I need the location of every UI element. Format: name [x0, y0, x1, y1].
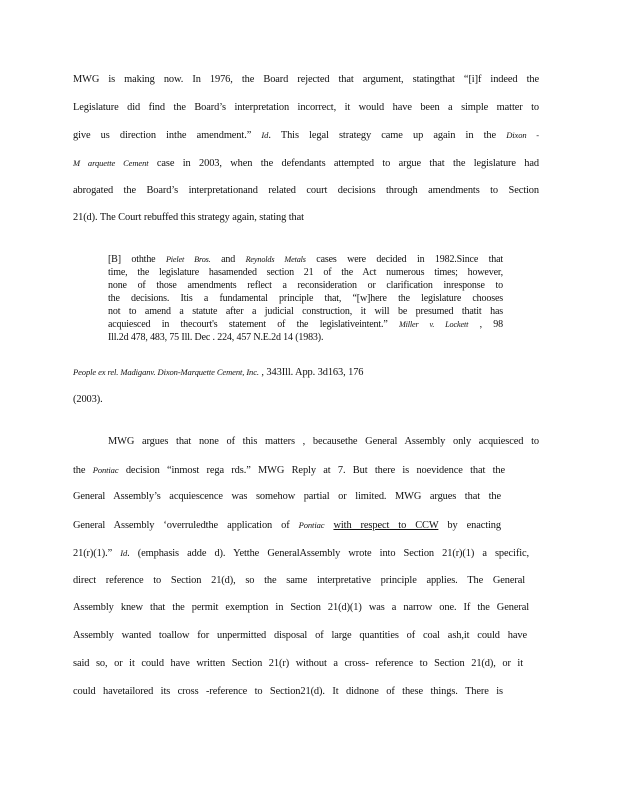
- block-quote-line-1: [108, 254, 503, 267]
- text: . (emphasis adde d). Yetthe GeneralAssembly wrote into Section 21(r)(1) a specific,: [127, 548, 529, 559]
- case-name-italic: People ex rel. Madiganv. Dixon-Marquette Cement, Inc.: [73, 367, 259, 377]
- text: MWG argues that none of this matters , becausethe General Assembly only acquiesced to: [108, 436, 539, 447]
- case-name-italic: Pontiac: [92, 465, 119, 475]
- paragraph-2-line-3: [73, 490, 501, 504]
- paragraph-2-line-4: [73, 518, 501, 533]
- paragraph-2-line-7: [73, 601, 529, 615]
- text: abrogated the Board’s interpretationand related court decisions through amendments to Section: [73, 185, 539, 196]
- text: MWG is making now. In 1976, the Board rejected that argument, statingthat “[i]f indeed the: [73, 74, 539, 85]
- text: 21(d). The Court rebuffed this strategy again, stating that: [73, 212, 304, 223]
- case-name-italic: M arquette Cement: [73, 158, 149, 168]
- paragraph-1-line-2: [73, 101, 539, 115]
- text: [B] oththe: [108, 254, 166, 265]
- text: Assembly wanted toallow for unpermitted disposal of large quantities of coal ash,it could have: [73, 630, 527, 641]
- text: direct reference to Section 21(d), so the same interpretative principle applies. The General: [73, 575, 525, 586]
- paragraph-2-line-10: [73, 685, 503, 699]
- underlined-text: with respect to CCW: [333, 520, 439, 531]
- text: could havetailored its cross -reference to Section21(d). It didnone of these things. There is: [73, 686, 503, 697]
- paragraph-2-line-6: [73, 574, 525, 588]
- paragraph-1-line-1: [73, 73, 539, 87]
- text: the: [73, 465, 93, 476]
- text: , 98: [468, 319, 503, 330]
- case-citation-italic: Id: [120, 548, 128, 558]
- text: Assembly knew that the permit exemption in Section 21(d)(1) was a narrow one. If the General: [73, 602, 529, 613]
- paragraph-1-line-5: [73, 184, 539, 198]
- block-quote-line-3: [108, 280, 503, 293]
- block-quote-line-5: [108, 306, 503, 319]
- case-name-italic: Pontiac: [298, 520, 325, 530]
- citation-line-2: [73, 393, 539, 407]
- block-quote-line-6: [108, 319, 503, 332]
- text: case in 2003, when the defendants attempted to argue that the legislature had: [148, 158, 539, 169]
- block-quote-line-4: [108, 293, 503, 306]
- text: acquiesced in thecourt's statement of the legislativeintent.”: [108, 319, 400, 330]
- text: by enacting: [438, 520, 501, 531]
- paragraph-2-line-1: [108, 435, 539, 449]
- text: Ill.2d 478, 483, 75 Ill. Dec . 224, 457 N.E.2d 14 (1983).: [108, 332, 324, 343]
- block-quote-line-7: [108, 332, 503, 345]
- case-citation-italic: Id: [261, 130, 269, 140]
- paragraph-1-line-4: [73, 156, 539, 171]
- paragraph-1-line-6: [73, 211, 539, 225]
- block-quote-line-2: [108, 267, 503, 280]
- citation-line-1: [73, 365, 473, 380]
- text: cases were decided in 1982.Since that: [305, 254, 503, 265]
- text: decision “inmost rega rds.” MWG Reply at 7. But there is noevidence that the: [118, 465, 505, 476]
- case-name-italic: Dixon -: [506, 130, 540, 140]
- text: and: [210, 254, 246, 265]
- text: time, the legislature hasamended section 21 of the Act numerous times; however,: [108, 267, 503, 278]
- text: , 343Ill. App. 3d163, 176: [258, 367, 364, 378]
- text: General Assembly ‘overruledthe application of: [73, 520, 299, 531]
- paragraph-2-line-9: [73, 657, 523, 671]
- text: give us direction inthe amendment.”: [73, 130, 262, 141]
- text: General Assembly’s acquiescence was somehow partial or limited. MWG argues that the: [73, 491, 501, 502]
- paragraph-2-line-5: [73, 546, 529, 561]
- case-name-italic: Pielet Bros.: [165, 255, 211, 264]
- paragraph-2-line-2: [73, 463, 505, 478]
- paragraph-2-line-8: [73, 629, 527, 643]
- text: . This legal strategy came up again in the: [268, 130, 507, 141]
- text: not to amend a statute after a judicial construction, it will be presumed thatit has: [108, 306, 503, 317]
- text: (2003).: [73, 394, 103, 405]
- text: Legislature did find the Board’s interpretation incorrect, it would have been a simple matter to: [73, 102, 539, 113]
- text: 21(r)(1).”: [73, 548, 121, 559]
- text: none of those amendments reflect a reconsideration or clarification inresponse to: [108, 280, 503, 291]
- case-name-italic: Miller v. Lockett: [399, 320, 469, 329]
- paragraph-1-line-3: [73, 128, 539, 143]
- text: the decisions. Itis a fundamental principle that, “[w]here the legislature chooses: [108, 293, 503, 304]
- case-name-italic: Reynolds Metals: [245, 255, 306, 264]
- text: said so, or it could have written Section 21(r) without a cross- reference to Section 21(d), or it: [73, 658, 523, 669]
